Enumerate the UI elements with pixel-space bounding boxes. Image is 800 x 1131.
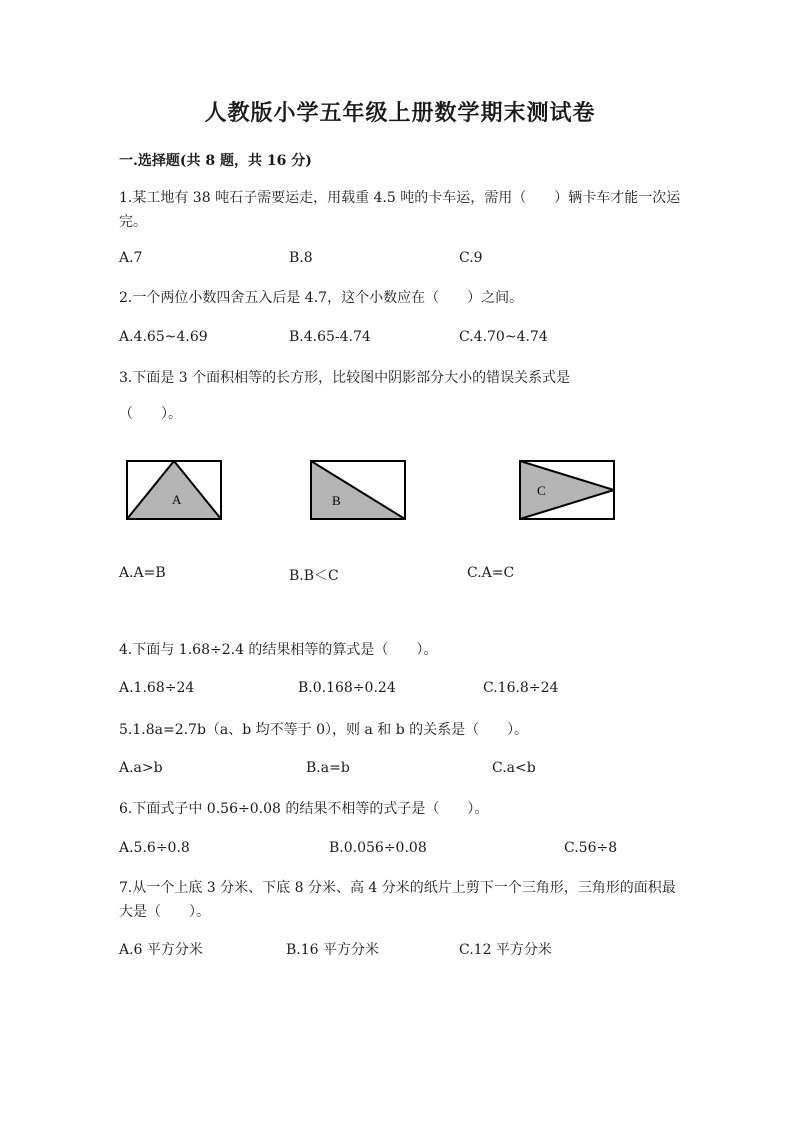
figure-label-c: C (537, 483, 546, 498)
question-7-option-c[interactable]: C.12 平方分米 (459, 942, 552, 958)
question-6-option-a[interactable]: A.5.6÷0.8 (119, 840, 190, 856)
question-3-option-b[interactable]: B.B＜C (289, 568, 339, 584)
question-6-option-c[interactable]: C.56÷8 (564, 840, 618, 856)
question-7-option-a[interactable]: A.6 平方分米 (119, 942, 203, 958)
figure-label-a: A (172, 492, 182, 507)
question-3-option-c[interactable]: C.A=C (467, 565, 515, 581)
question-2-stem: 2.一个两位小数四舍五入后是 4.7，这个小数应在（ ）之间。 (119, 290, 524, 306)
figure-rect-b (310, 460, 406, 520)
question-3-option-a[interactable]: A.A=B (119, 565, 166, 581)
page-title: 人教版小学五年级上册数学期末测试卷 (204, 100, 596, 126)
question-1-option-c[interactable]: C.9 (459, 250, 483, 266)
question-6-option-b[interactable]: B.0.056÷0.08 (329, 840, 427, 856)
question-5-option-c[interactable]: C.a<b (492, 760, 536, 776)
question-6-stem: 6.下面式子中 0.56÷0.08 的结果不相等的式子是（ ）。 (119, 801, 489, 817)
figure-label-b: B (332, 493, 341, 508)
question-4-option-c[interactable]: C.16.8÷24 (483, 680, 559, 696)
figure-rect-c (519, 460, 615, 520)
question-7-option-b[interactable]: B.16 平方分米 (286, 942, 380, 958)
question-4-option-a[interactable]: A.1.68÷24 (119, 680, 195, 696)
question-1-stem: 1.某工地有 38 吨石子需要运走，用载重 4.5 吨的卡车运，需用（ ）辆卡车才能一次运完。 (119, 190, 681, 230)
section-heading: 一.选择题(共 8 题，共 16 分) (119, 153, 312, 169)
question-4-option-b[interactable]: B.0.168÷0.24 (298, 680, 396, 696)
question-5-option-b[interactable]: B.a=b (306, 760, 350, 776)
question-2-option-c[interactable]: C.4.70~4.74 (459, 329, 548, 345)
question-4-stem: 4.下面与 1.68÷2.4 的结果相等的算式是（ ）。 (119, 642, 438, 658)
question-1-option-a[interactable]: A.7 (119, 250, 143, 266)
question-5-stem: 5.1.8a=2.7b（a、b 均不等于 0），则 a 和 b 的关系是（ ）。 (119, 722, 529, 738)
question-7-stem: 7.从一个上底 3 分米、下底 8 分米、高 4 分米的纸片上剪下一个三角形，三角形的面积最大是（ ）。 (119, 880, 676, 920)
question-2-option-b[interactable]: B.4.65-4.74 (289, 329, 371, 345)
question-3-stem-cont: （ ）。 (119, 406, 182, 422)
question-5-option-a[interactable]: A.a>b (119, 760, 163, 776)
question-2-option-a[interactable]: A.4.65~4.69 (119, 329, 208, 345)
question-3-stem: 3.下面是 3 个面积相等的长方形，比较图中阴影部分大小的错误关系式是 (119, 370, 571, 386)
question-1-option-b[interactable]: B.8 (289, 250, 313, 266)
figure-rect-a (126, 460, 222, 520)
